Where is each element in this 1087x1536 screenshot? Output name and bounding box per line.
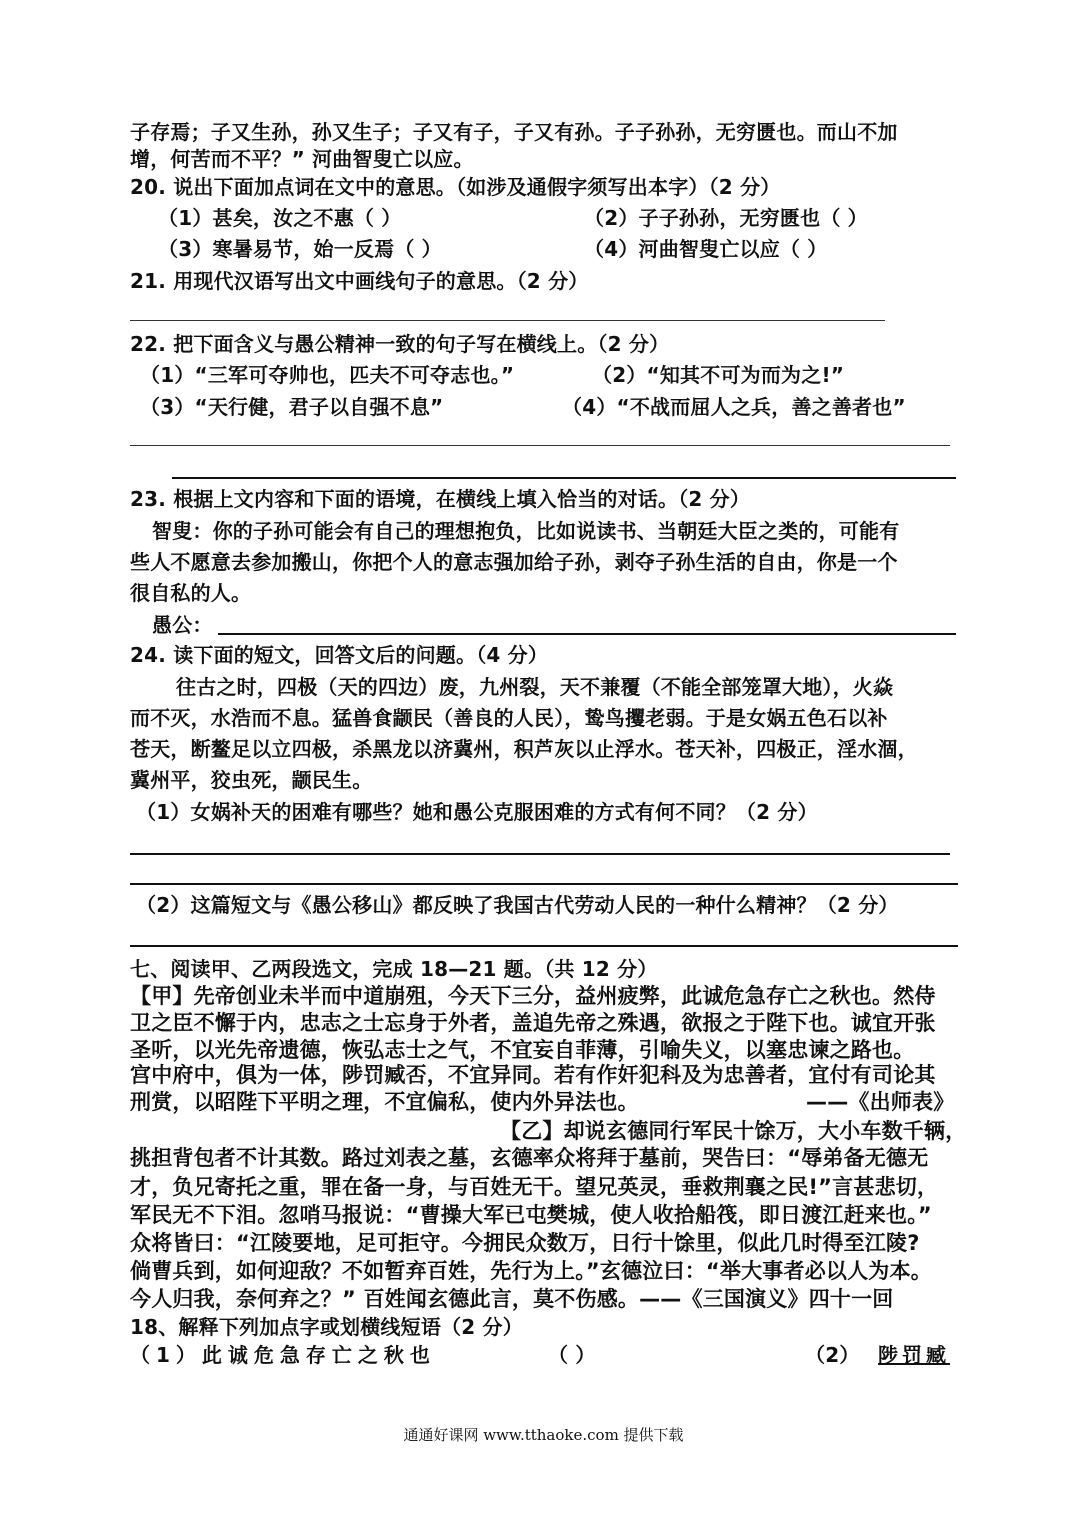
q18-item-1: （1）此诚危急存亡之秋也 bbox=[130, 1343, 436, 1367]
question-24: 24. 读下面的短文，回答文后的问题。（4 分） bbox=[130, 643, 549, 667]
q20-item-4: （4）河曲智叟亡以应（ ） bbox=[584, 237, 828, 261]
question-22: 22. 把下面含义与愚公精神一致的句子写在横线上。（2 分） bbox=[130, 332, 670, 356]
section-heading: 七、阅读甲、乙两段选文，完成 18—21 题。（共 12 分） bbox=[130, 957, 658, 981]
source-citation: ——《出师表》 bbox=[806, 1090, 955, 1114]
passage-yi-line: 挑担背包者不计其数。路过刘表之墓，玄德率众将拜于墓前，哭告曰：“辱弟备无德无 bbox=[130, 1146, 929, 1170]
question-18: 18、解释下列加点字或划横线短语（2 分） bbox=[130, 1315, 523, 1339]
q22-option-4: （4）“不战而屈人之兵，善之善者也” bbox=[562, 395, 906, 419]
q18-blank: （ ） bbox=[548, 1343, 596, 1367]
passage-jia-line: 卫之臣不懈于内，忠志之士忘身于外者，盖追先帝之殊遇，欲报之于陛下也。诚宜开张 bbox=[130, 1011, 936, 1035]
footer-credit: 通通好课网 www.tthaoke.com 提供下载 bbox=[403, 1426, 684, 1444]
passage-jia-line: 刑赏，以昭陛下平明之理，不宜偏私，使内外异法也。 bbox=[130, 1090, 639, 1114]
passage-yi-line: 才，负兄寄托之重，罪在备一身，与百姓无干。望兄英灵，垂救荆襄之民!”言甚悲切， bbox=[130, 1175, 939, 1199]
answer-line bbox=[130, 853, 950, 855]
passage-line: 子存焉；子又生孙，孙又生子；子又有子，子又有孙。子子孙孙，无穷匮也。而山不加 bbox=[130, 120, 898, 144]
question-20: 20. 说出下面加点词在文中的意思。（如涉及通假字须写出本字）（2 分） bbox=[130, 175, 781, 199]
dialogue-line: 些人不愿意去参加搬山，你把个人的意志强加给子孙，剥夺子孙生活的自由，你是一个 bbox=[130, 550, 898, 574]
passage-yi-line: 倘曹兵到，如何迎敌？不如暂弃百姓，先行为上。”玄德泣曰：“举大事者必以人为本。 bbox=[130, 1259, 932, 1283]
q18-item-2-text: 陟罚臧 bbox=[878, 1343, 950, 1367]
answer-line bbox=[130, 883, 958, 885]
passage-line: 而不灭，水浩而不息。猛兽食颛民（善良的人民），鸷鸟攫老弱。于是女娲五色石以补 bbox=[130, 706, 888, 730]
answer-line bbox=[218, 633, 956, 635]
dialogue-line: 很自私的人。 bbox=[130, 581, 252, 605]
passage-line: 苍天，断鳌足以立四极，杀黑龙以济冀州，积芦灰以止浮水。苍天补，四极正，淫水涸， bbox=[130, 737, 918, 761]
passage-yi-line: 【乙】却说玄德同行军民十馀万，大小车数千辆， bbox=[500, 1119, 967, 1143]
passage-yi-line: 众将皆曰：“江陵要地，足可拒守。今拥民众数万，日行十馀里，似此几时得至江陵? bbox=[130, 1231, 920, 1255]
passage-jia-line: 宫中府中，俱为一体，陟罚臧否，不宜异同。若有作奸犯科及为忠善者，宜付有司论其 bbox=[130, 1063, 936, 1087]
passage-line: 冀州平，狡虫死，颛民生。 bbox=[130, 768, 373, 792]
q22-option-2: （2）“知其不可为而为之!” bbox=[592, 363, 845, 387]
answer-line bbox=[172, 477, 956, 479]
answer-line bbox=[130, 445, 950, 446]
q18-item-2-label: （2） bbox=[805, 1343, 860, 1367]
passage-jia-line: 圣听，以光先帝遗德，恢弘志士之气，不宜妄自菲薄，引喻失义，以塞忠谏之路也。 bbox=[130, 1038, 915, 1062]
q20-item-2: （2）子子孙孙，无穷匮也（ ） bbox=[584, 206, 868, 230]
passage-line: 增，何苦而不平？” 河曲智叟亡以应。 bbox=[130, 147, 474, 171]
q22-option-3: （3）“天行健，君子以自强不息” bbox=[140, 395, 444, 419]
q22-option-1: （1）“三军可夺帅也，匹夫不可夺志也。” bbox=[140, 363, 515, 387]
question-23: 23. 根据上文内容和下面的语境，在横线上填入恰当的对话。（2 分） bbox=[130, 487, 751, 511]
answer-line bbox=[130, 320, 885, 321]
q20-item-1: （1）甚矣，汝之不惠（ ） bbox=[158, 206, 402, 230]
question-21: 21. 用现代汉语写出文中画线句子的意思。（2 分） bbox=[130, 269, 589, 293]
passage-line: 往古之时，四极（天的四边）废，九州裂，天不兼覆（不能全部笼罩大地），火焱 bbox=[176, 675, 894, 699]
q24-sub-2: （2）这篇短文与《愚公移山》都反映了我国古代劳动人民的一种什么精神？（2 分） bbox=[136, 893, 899, 917]
answer-line bbox=[130, 945, 958, 947]
q24-sub-1: （1）女娲补天的困难有哪些？她和愚公克服困难的方式有何不同？（2 分） bbox=[136, 800, 818, 824]
q20-item-3: （3）寒暑易节，始一反焉（ ） bbox=[158, 237, 442, 261]
passage-yi-line: 军民无不下泪。忽哨马报说：“曹操大军已屯樊城，使人收拾船筏，即日渡江赶来也。” bbox=[130, 1203, 932, 1227]
dialogue-label: 愚公： bbox=[152, 613, 213, 637]
passage-jia-line: 【甲】先帝创业未半而中道崩殂，今天下三分，益州疲弊，此诚危急存亡之秋也。然侍 bbox=[130, 984, 936, 1008]
passage-yi-line: 今人归我，奈何弃之？” 百姓闻玄德此言，莫不伤感。——《三国演义》四十一回 bbox=[130, 1287, 894, 1311]
dialogue-line: 智叟：你的子孙可能会有自己的理想抱负，比如说读书、当朝廷大臣之类的，可能有 bbox=[152, 519, 900, 543]
